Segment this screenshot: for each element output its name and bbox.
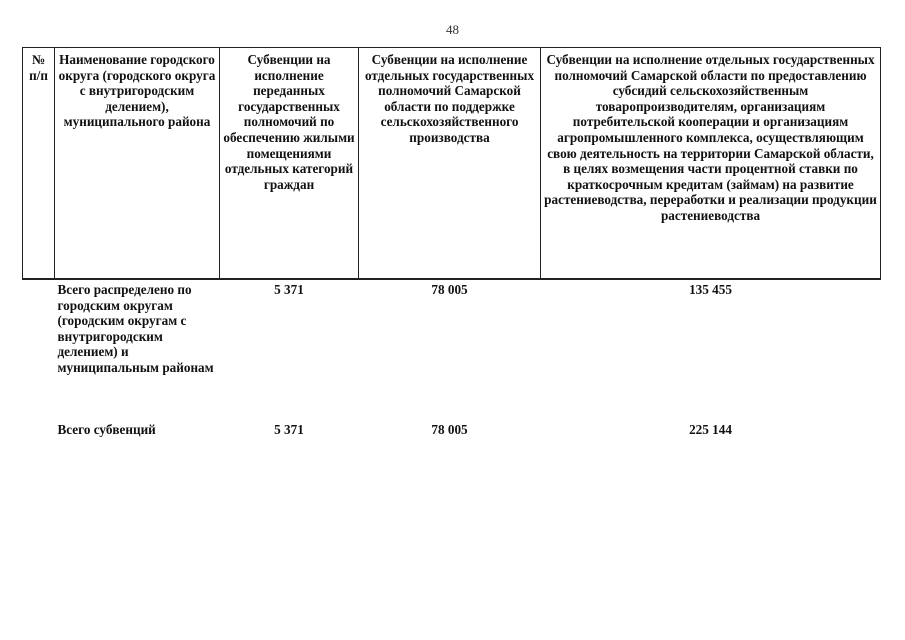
row-agriculture-value: 78 005 [431,422,468,437]
row-name: Всего субвенций [57,422,156,437]
subventions-table [22,47,881,438]
header-agriculture-subvention: Субвенции на исполнение отдельных государственных полномочий Самарской области по поддержке сельскохозяйственного производства [359,48,541,280]
row-name: Всего распределено по городским округам (городским округам с внутригородским делением) и муниципальным районам [57,282,214,375]
row-number [23,279,55,419]
header-interest-subsidy-subvention: Субвенции на исполнение отдельных государственных полномочий Самарской области по предоставлению субсидий сельскохозяйственным товаропроизводителям, организациям потребительской кооперации и организациям агропромышленного комплекса, осуществляющим свою деятельность на территории Самарской области, в целях возмещения части процентной ставки по краткосрочным кредитам (займам) на развитие растениеводства, переработки и реализации продукции растениеводства [541,48,881,280]
row-interest-subsidy-value: 225 144 [689,422,732,437]
table-header-row [23,48,881,280]
page-number: 48 [446,22,459,37]
header-number: № п/п [23,48,55,280]
row-number [23,419,55,438]
table-row [23,419,881,438]
row-agriculture-value: 78 005 [431,282,468,297]
row-housing-value: 5 371 [274,422,304,437]
row-housing-value: 5 371 [274,282,304,297]
table-row [23,279,881,419]
row-interest-subsidy-value: 135 455 [689,282,732,297]
header-housing-subvention: Субвенции на исполнение переданных государственных полномочий по обеспечению жилыми помещениями отдельных категорий граждан [220,48,359,280]
header-district-name: Наименование городского округа (городского округа с внутригородским делением), муниципального района [55,48,220,280]
